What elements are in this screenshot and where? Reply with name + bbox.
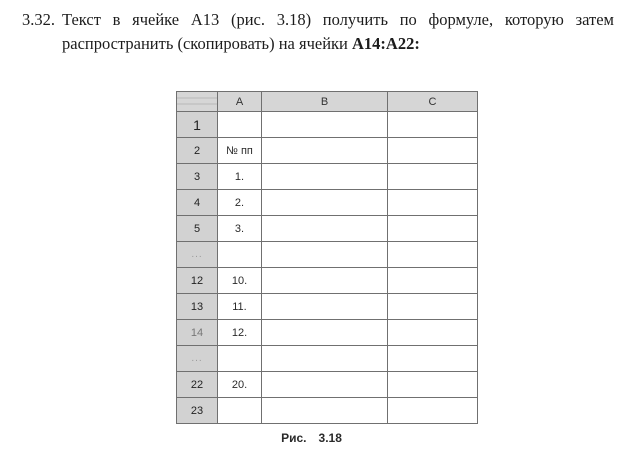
row-number: 2 [177, 138, 218, 164]
cell-range-reference: A14:A22: [352, 34, 420, 53]
cell-c-gap [388, 242, 478, 268]
problem-number: 3.32. [22, 10, 55, 29]
cell-c2 [388, 138, 478, 164]
cell-c3 [388, 164, 478, 190]
cell-b13 [262, 294, 388, 320]
cell-b-gap [262, 346, 388, 372]
cell-b4 [262, 190, 388, 216]
cell-a13: 11. [218, 294, 262, 320]
table-row [177, 294, 478, 320]
table-row [177, 398, 478, 424]
cell-b12 [262, 268, 388, 294]
table-row [177, 216, 478, 242]
cell-b-gap [262, 242, 388, 268]
cell-b3 [262, 164, 388, 190]
cell-a14: 12. [218, 320, 262, 346]
column-header-b: B [262, 92, 388, 112]
column-header-c: C [388, 92, 478, 112]
select-all-corner [177, 92, 218, 112]
cell-c-gap [388, 346, 478, 372]
cell-c23 [388, 398, 478, 424]
cell-a12: 10. [218, 268, 262, 294]
spreadsheet-figure [176, 91, 478, 424]
caption-number: 3.18 [318, 431, 342, 445]
row-number-ellipsis: ... [177, 346, 218, 372]
cell-b22 [262, 372, 388, 398]
cell-b1 [262, 112, 388, 138]
table-row [177, 138, 478, 164]
row-number-ellipsis: ... [177, 242, 218, 268]
row-number: 12 [177, 268, 218, 294]
cell-c13 [388, 294, 478, 320]
row-number: 22 [177, 372, 218, 398]
cell-b14 [262, 320, 388, 346]
row-number: 23 [177, 398, 218, 424]
corner-hatch-icon [177, 92, 217, 111]
caption-label: Рис. [281, 431, 307, 445]
cell-c4 [388, 190, 478, 216]
column-header-row [177, 92, 478, 112]
table-row [177, 320, 478, 346]
table-row [177, 268, 478, 294]
cell-a-gap [218, 242, 262, 268]
cell-c1 [388, 112, 478, 138]
table-row [177, 190, 478, 216]
cell-a1 [218, 112, 262, 138]
table-row [177, 112, 478, 138]
cell-a22: 20. [218, 372, 262, 398]
row-number: 3 [177, 164, 218, 190]
column-header-a: A [218, 92, 262, 112]
problem-text-line2 [22, 32, 614, 56]
cell-a2: № пп [218, 138, 262, 164]
cell-c22 [388, 372, 478, 398]
table-row-gap [177, 346, 478, 372]
cell-c5 [388, 216, 478, 242]
cell-a4: 2. [218, 190, 262, 216]
problem-statement [22, 8, 614, 56]
figure-caption [0, 431, 623, 445]
cell-a23 [218, 398, 262, 424]
row-number: 14 [177, 320, 218, 346]
row-number: 1 [177, 112, 218, 138]
cell-a-gap [218, 346, 262, 372]
cell-b5 [262, 216, 388, 242]
cell-a3: 1. [218, 164, 262, 190]
row-number: 5 [177, 216, 218, 242]
cell-b23 [262, 398, 388, 424]
cell-a5: 3. [218, 216, 262, 242]
table-row [177, 372, 478, 398]
cell-c14 [388, 320, 478, 346]
cell-b2 [262, 138, 388, 164]
row-number: 13 [177, 294, 218, 320]
problem-text-line2-plain: распространить (скопировать) на ячейки [62, 34, 352, 53]
row-number: 4 [177, 190, 218, 216]
table-row-gap [177, 242, 478, 268]
problem-text-line1: Текст в ячейке А13 (рис. 3.18) получить по формуле, которую затем [62, 10, 614, 29]
table-row [177, 164, 478, 190]
cell-c12 [388, 268, 478, 294]
